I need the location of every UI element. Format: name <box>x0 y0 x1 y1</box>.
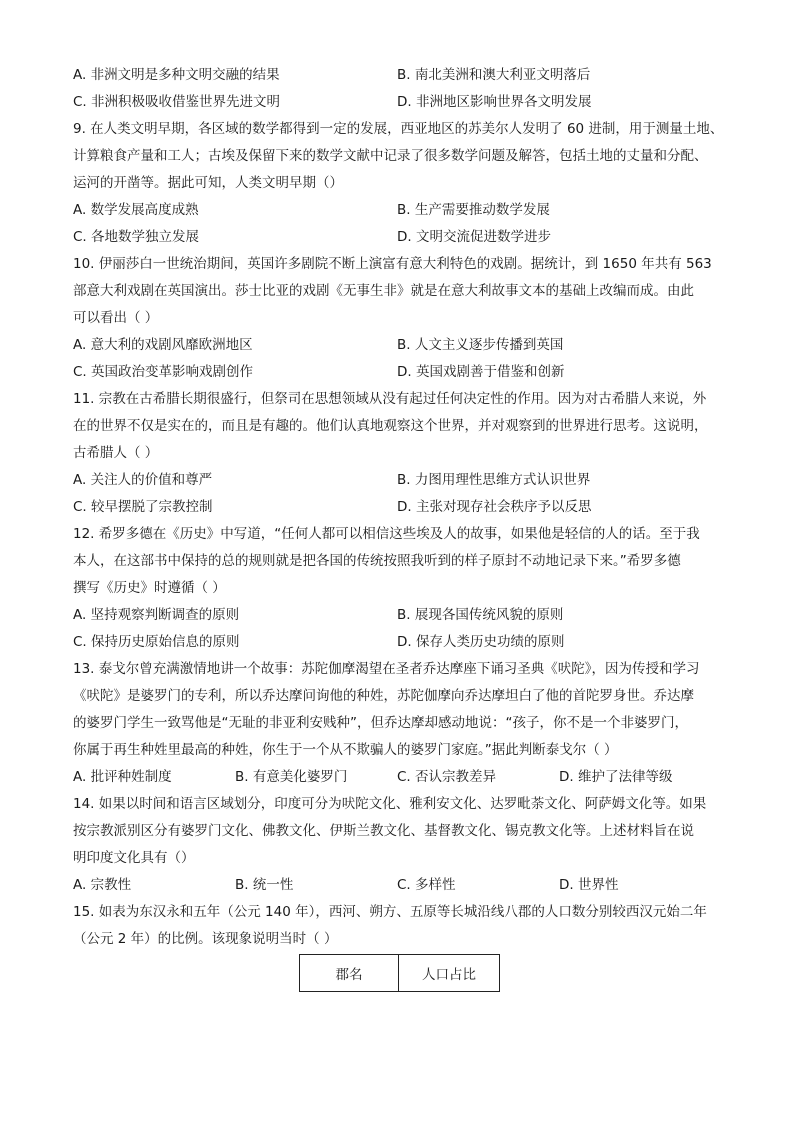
q11-options-row2 <box>73 494 723 521</box>
q14-option-b: B. 统一性 <box>235 877 294 893</box>
q10-options-row2 <box>73 359 723 386</box>
q13-options-row <box>73 764 723 791</box>
q10-stem-line: 10. 伊丽莎白一世统治期间，英国许多剧院不断上演富有意大利特色的戏剧。据统计，到 1650 年共有 563 <box>73 256 712 272</box>
q10-option-a: A. 意大利的戏剧风靡欧洲地区 <box>73 337 253 353</box>
q9-stem-line: 运河的开凿等。据此可知，人类文明早期（） <box>73 175 343 191</box>
q11-option-a: A. 关注人的价值和尊严 <box>73 472 213 488</box>
q14-option-c: C. 多样性 <box>397 877 456 893</box>
q9-stem-line: 9. 在人类文明早期，各区域的数学都得到一定的发展，西亚地区的苏美尔人发明了 60 进制，用于测量土地、 <box>73 121 724 137</box>
q15-stem-line: （公元 2 年）的比例。该现象说明当时（ ） <box>73 931 338 947</box>
q12-options-row1 <box>73 602 723 629</box>
q13-option-d: D. 维护了法律等级 <box>559 769 673 785</box>
q10-stem-line: 部意大利戏剧在英国演出。莎士比亚的戏剧《无事生非》就是在意大利故事文本的基础上改编而成。由此 <box>73 283 694 299</box>
q12-stem-line: 撰写《历史》时遵循（ ） <box>73 580 226 596</box>
q13-option-c: C. 否认宗教差异 <box>397 769 497 785</box>
q12-option-b: B. 展现各国传统风貌的原则 <box>397 607 564 623</box>
q9-option-b: B. 生产需要推动数学发展 <box>397 202 550 218</box>
q13-stem-line: 13. 泰戈尔曾充满激情地讲一个故事：苏陀伽摩渴望在圣者乔达摩座下诵习圣典《吠陀》，因为传授和学习 <box>73 661 700 677</box>
population-table <box>299 954 500 992</box>
q8-option-c: C. 非洲积极吸收借鉴世界先进文明 <box>73 94 281 110</box>
q12-options-row2 <box>73 629 723 656</box>
q13-stem-line: 你属于再生种姓里最高的种姓，你生于一个从不欺骗人的婆罗门家庭。”据此判断泰戈尔（ ） <box>73 742 618 758</box>
q9-option-a: A. 数学发展高度成熟 <box>73 202 199 218</box>
q14-stem-line: 按宗教派别区分有婆罗门文化、佛教文化、伊斯兰教文化、基督教文化、锡克教文化等。上述材料旨在说 <box>73 823 694 839</box>
q11-stem-line: 11. 宗教在古希腊长期很盛行，但祭司在思想领域从没有起过任何决定性的作用。因为对古希腊人来说，外 <box>73 391 707 407</box>
q10-option-b: B. 人文主义逐步传播到英国 <box>397 337 564 353</box>
q11-option-d: D. 主张对现存社会秩序予以反思 <box>397 499 592 515</box>
q9-option-d: D. 文明交流促进数学进步 <box>397 229 551 245</box>
q8-options-row2 <box>73 89 723 116</box>
q10-options-row1 <box>73 332 723 359</box>
q13-stem-line: 《吠陀》是婆罗门的专利，所以乔达摩问询他的种姓，苏陀伽摩向乔达摩坦白了他的首陀罗身世。乔达摩 <box>73 688 694 704</box>
q8-options-row1 <box>73 62 723 89</box>
q10-option-d: D. 英国戏剧善于借鉴和创新 <box>397 364 565 380</box>
q14-option-a: A. 宗教性 <box>73 877 132 893</box>
q11-stem-line: 古希腊人（ ） <box>73 445 159 461</box>
q11-option-b: B. 力图用理性思维方式认识世界 <box>397 472 591 488</box>
q13-option-b: B. 有意美化婆罗门 <box>235 769 348 785</box>
q10-stem-line: 可以看出（ ） <box>73 310 159 326</box>
q9-options-row1 <box>73 197 723 224</box>
q9-options-row2 <box>73 224 723 251</box>
exam-page <box>73 62 723 953</box>
q8-option-a: A. 非洲文明是多种文明交融的结果 <box>73 67 280 83</box>
q13-stem-line: 的婆罗门学生一致骂他是“无耻的非亚利安贱种”，但乔达摩却感动地说：“孩子，你不是一个非婆罗门， <box>73 715 688 731</box>
q10-option-c: C. 英国政治变革影响戏剧创作 <box>73 364 254 380</box>
q11-options-row1 <box>73 467 723 494</box>
q8-option-d: D. 非洲地区影响世界各文明发展 <box>397 94 592 110</box>
q14-stem-line: 明印度文化具有（） <box>73 850 195 866</box>
table-header-cell: 郡名 <box>300 955 399 992</box>
table-header-row <box>300 955 500 992</box>
table-header-cell: 人口占比 <box>399 955 500 992</box>
q14-stem-line: 14. 如果以时间和语言区域划分，印度可分为吠陀文化、雅利安文化、达罗毗荼文化、阿萨姆文化等。如果 <box>73 796 707 812</box>
q12-option-a: A. 坚持观察判断调查的原则 <box>73 607 240 623</box>
q12-option-d: D. 保存人类历史功绩的原则 <box>397 634 565 650</box>
q8-option-b: B. 南北美洲和澳大利亚文明落后 <box>397 67 591 83</box>
q12-stem-line: 本人，在这部书中保持的总的规则就是把各国的传统按照我听到的样子原封不动地记录下来。”希罗多德 <box>73 553 681 569</box>
q9-stem-line: 计算粮食产量和工人；古埃及保留下来的数学文献中记录了很多数学问题及解答，包括土地的丈量和分配、 <box>73 148 708 164</box>
q12-stem-line: 12. 希罗多德在《历史》中写道，“任何人都可以相信这些埃及人的故事，如果他是轻信的人的话。至于我 <box>73 526 700 542</box>
q12-option-c: C. 保持历史原始信息的原则 <box>73 634 240 650</box>
q9-option-c: C. 各地数学独立发展 <box>73 229 200 245</box>
q11-option-c: C. 较早摆脱了宗教控制 <box>73 499 213 515</box>
q14-options-row <box>73 872 723 899</box>
q14-option-d: D. 世界性 <box>559 877 619 893</box>
q13-option-a: A. 批评种姓制度 <box>73 769 172 785</box>
q15-stem-line: 15. 如表为东汉永和五年（公元 140 年），西河、朔方、五原等长城沿线八郡的人口数分别较西汉元始二年 <box>73 904 707 920</box>
q11-stem-line: 在的世界不仅是实在的，而且是有趣的。他们认真地观察这个世界，并对观察到的世界进行思考。这说明， <box>73 418 708 434</box>
